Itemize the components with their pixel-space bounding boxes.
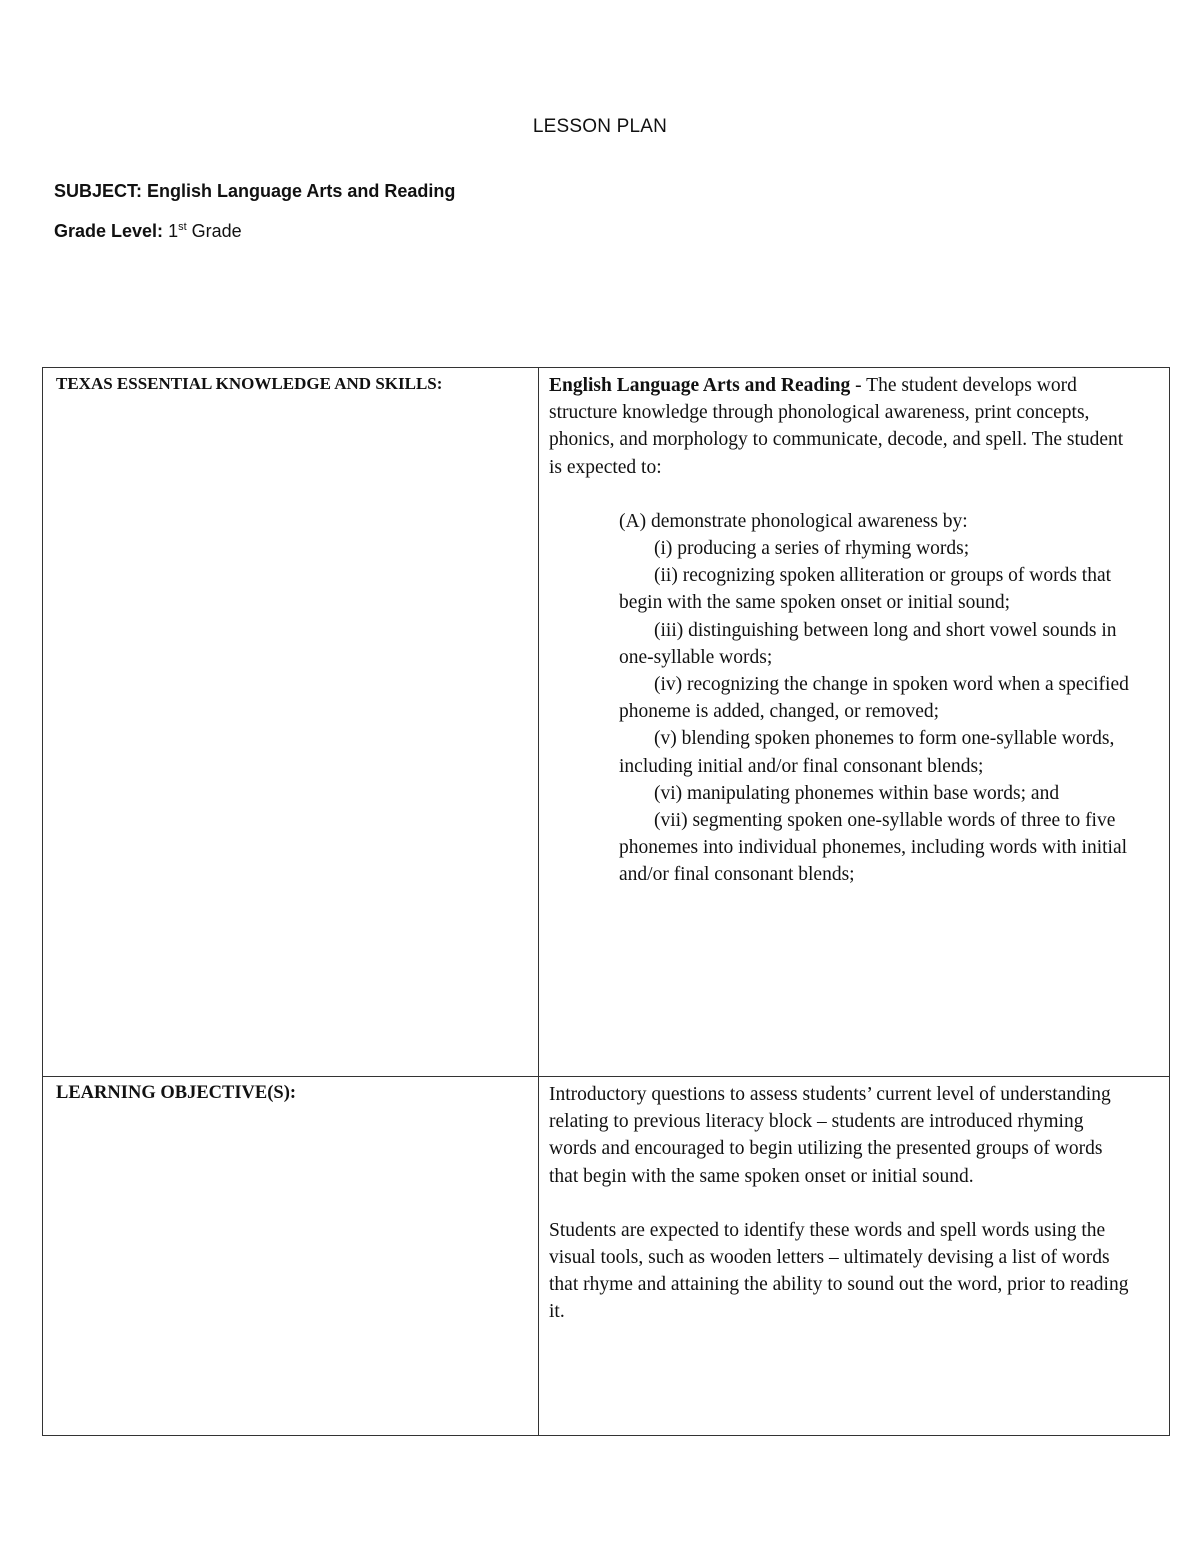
teks-item: (vii) segmenting spoken one-syllable words of three to five phonemes into individual phonemes, including words with initial and/or final consonant blends; [619,810,1128,886]
teks-item: (vi) manipulating phonemes within base words; and [654,782,1060,804]
teks-label-cell [43,368,539,1077]
teks-item: (ii) recognizing spoken alliteration or groups of words that begin with the same spoken onset or initial sound; [619,565,1112,614]
grade-suffix: st [178,221,187,233]
objectives-paragraph: Students are expected to identify these words and spell words using the visual tools, such as wooden letters – ultimately devising a list of words that rhyme and attaining the ability to sound out the word, prior to reading it. [549,1219,1129,1323]
grade-level-line [54,221,242,242]
teks-heading: English Language Arts and Reading [549,375,851,396]
table-row-objectives [43,1077,1170,1436]
teks-content-cell [539,368,1170,1077]
objectives-paragraph: Introductory questions to assess students’ current level of understanding relating to previous literacy block – students are introduced rhyming words and encouraged to begin utilizing the presented groups of words that begin with the same spoken onset or initial sound. [549,1084,1111,1187]
table-row-teks [43,368,1170,1077]
teks-intro: - The student develops word structure knowledge through phonological awareness, print concepts, phonics, and morphology to communicate, decode, and spell. The student is expected to: [549,375,1124,478]
page-title: LESSON PLAN [532,116,668,137]
subject-line: SUBJECT: English Language Arts and Reading [54,181,456,201]
grade-level-label: Grade Level: [54,221,164,241]
teks-standard: (A) demonstrate phonological awareness by: [619,510,968,532]
objectives-content-cell [539,1077,1170,1436]
teks-item: (v) blending spoken phonemes to form one-syllable words, including initial and/or final consonant blends; [619,728,1115,777]
teks-label: TEXAS ESSENTIAL KNOWLEDGE AND SKILLS: [56,374,443,393]
teks-intro-paragraph [549,372,1135,481]
lesson-plan-table [42,367,1170,1436]
teks-item: (iv) recognizing the change in spoken word when a specified phoneme is added, changed, or removed; [619,674,1129,723]
grade-number: 1 [168,221,179,241]
teks-standard-list [619,508,1135,889]
objectives-label: LEARNING OBJECTIVE(S): [56,1083,297,1103]
teks-item: (i) producing a series of rhyming words; [654,538,970,560]
grade-word: Grade [191,221,242,241]
objectives-label-cell [43,1077,539,1436]
teks-item: (iii) distinguishing between long and short vowel sounds in one-syllable words; [619,619,1117,668]
